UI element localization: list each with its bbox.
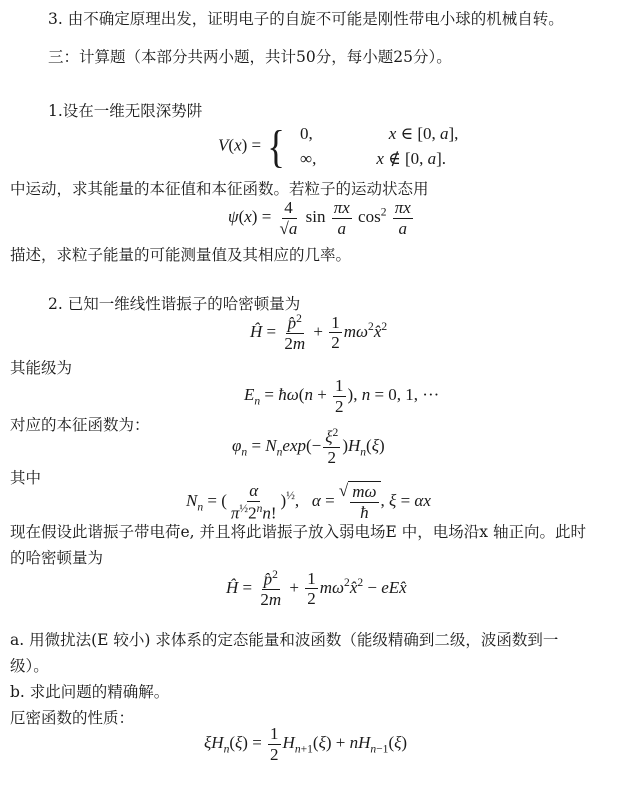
part-a-line-1: a. 用微扰法(E 较小) 求体系的定态能量和波函数（能级精确到二级，波函数到一 [10,631,559,649]
hermite-recurrence-equation: $\xi H_n(\xi)$ = $\frac{1}{2}$ $H_{n+1}(\xi) + nH_{n-1}(\xi)$ [204,724,408,764]
eigenfunction-intro: 对应的本征函数为： [10,416,150,434]
energy-levels-equation: $E_n$ = ħω(n + $\frac{1}{2}$ ), n = 0, 1, ··· [244,376,440,416]
potential-equation: V(x) = { 0, x ∈ [0, a], ∞, x ∉ [0, a]. [218,120,459,172]
energy-intro: 其能级为 [10,359,73,377]
perturbed-hamiltonian-equation: Ĥ = $\frac{p̂^2}{2m}$ + $\frac{1}{2}$ $m\omega^2x̂^2$ − eEx̂ [226,568,407,610]
part-b: b. 求此问题的精确解。 [10,683,170,701]
problem-1-after-potential: 中运动，求其能量的本征值和本征函数。若粒子的运动状态用 [10,180,429,198]
problem-2-intro: 2. 已知一维线性谐振子的哈密顿量为 [48,295,301,313]
part-a-line-2: 级）。 [10,657,49,675]
eigenfunction-equation: $\varphi_n = N_n\exp(-$ $\frac{\xi^2}{2}$ )$H_n(\xi)$ [232,426,385,468]
where-intro: 其中 [10,469,42,487]
field-line-2: 的哈密顿量为 [10,549,104,567]
hamiltonian-equation: Ĥ = $\frac{p̂^2}{2m}$ + $\frac{1}{2}$ $m\omega^2x̂^2$ [250,312,388,354]
hermite-intro: 厄密函数的性质： [10,709,135,727]
normalization-equation: $N_n$ = ( $\frac{\alpha}{\pi^{\frac{1}{2}}2^nn!}$ )$^{\frac{1}{2}}$, α = √ $\frac{m\omega}{ħ}$ , ξ = αx [186,481,431,523]
section-title: 三：计算题（本部分共两小题，共计50分，每小题25分）。 [48,48,452,66]
problem-1-after-psi: 描述，求粒子能量的可能测量值及其相应的几率。 [10,246,352,264]
problem-1-intro: 1.设在一维无限深势阱 [48,102,203,120]
question-3-text: 3. 由不确定原理出发，证明电子的自旋不可能是刚性带电小球的机械自转。 [48,10,564,28]
wavefunction-equation: ψ(x) = $\frac{4}{√a}$ sin $\frac{\pi x}{a}$ $\cos^2$ $\frac{\pi x}{a}$ [228,198,411,238]
field-line-1: 现在假设此谐振子带电荷e, 并且将此谐振子放入弱电场E 中，电场沿x 轴正向。此时 [10,523,586,541]
